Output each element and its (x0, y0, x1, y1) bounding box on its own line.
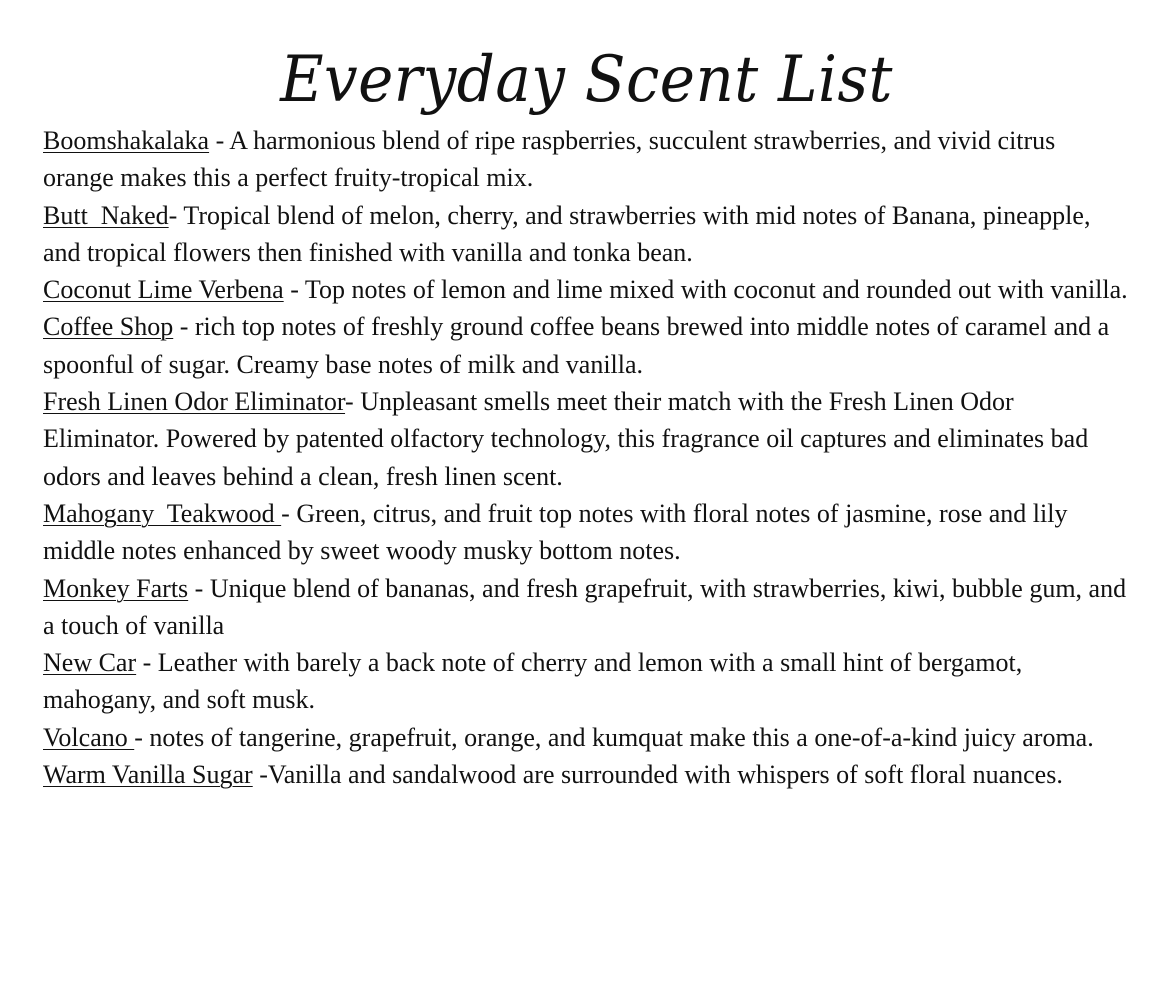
scent-name: Warm Vanilla Sugar (43, 760, 253, 790)
scent-name: Fresh Linen Odor Eliminator (43, 387, 346, 417)
scent-entry-monkey-farts (43, 570, 1130, 645)
scent-description: - notes of tangerine, grapefruit, orange, and kumquat make this a one-of-a-kind juicy aroma. (134, 722, 1094, 752)
scent-name: Mahogany Teakwood (43, 498, 282, 528)
scent-name: Coffee Shop (43, 312, 174, 342)
scent-description: - Leather with barely a back note of cherry and lemon with a small hint of bergamot, mahogany, and soft musk. (43, 648, 1023, 715)
scent-name: Monkey Farts (43, 573, 189, 603)
scent-description: - Green, citrus, and fruit top notes with floral notes of jasmine, rose and lily middle notes enhanced by sweet woody musky bottom notes. (43, 498, 1068, 566)
scent-entry-volcano (43, 719, 1130, 756)
scent-name: New Car (43, 648, 137, 678)
scent-description: - Unique blend of bananas, and fresh grapefruit, with strawberries, kiwi, bubble gum, and a touch of vanilla (43, 573, 1127, 640)
scent-description: -Vanilla and sandalwood are surrounded with whispers of soft floral nuances. (252, 760, 1063, 790)
scent-entry-coffee-shop (43, 308, 1130, 383)
scent-list (43, 122, 1130, 793)
scent-entry-boomshakalaka (43, 122, 1130, 197)
scent-entry-mahogany-teakwood (43, 495, 1130, 570)
scent-name: Volcano (43, 722, 135, 752)
scent-entry-warm-vanilla-sugar (43, 756, 1130, 793)
scent-description: - Top notes of lemon and lime mixed with coconut and rounded out with vanilla. (283, 275, 1128, 305)
scent-description: - Unpleasant smells meet their match with the Fresh Linen Odor Eliminator. Powered by patented olfactory technology, this fragrance oil captures and eliminates bad odors and leaves behind a clean, fresh linen scent. (43, 387, 1089, 491)
scent-entry-fresh-linen (43, 383, 1130, 495)
scent-name: Butt Naked (43, 200, 169, 230)
scent-name: Coconut Lime Verbena (43, 275, 284, 305)
scent-name: Boomshakalaka (43, 126, 210, 155)
page-title: Everyday Scent List (280, 43, 893, 117)
scent-entry-butt-naked (43, 197, 1130, 272)
scent-entry-new-car (43, 644, 1130, 719)
scent-description: - A harmonious blend of ripe raspberries, succulent strawberries, and vivid citrus orange makes this a perfect fruity-tropical mix. (43, 126, 1056, 193)
scent-entry-coconut-lime-verbena (43, 271, 1130, 308)
scent-description: - rich top notes of freshly ground coffee beans brewed into middle notes of caramel and a spoonful of sugar. Creamy base notes of milk and vanilla. (43, 312, 1110, 379)
scent-description: - Tropical blend of melon, cherry, and strawberries with mid notes of Banana, pineapple, and tropical flowers then finished with vanilla and tonka bean. (43, 200, 1091, 267)
